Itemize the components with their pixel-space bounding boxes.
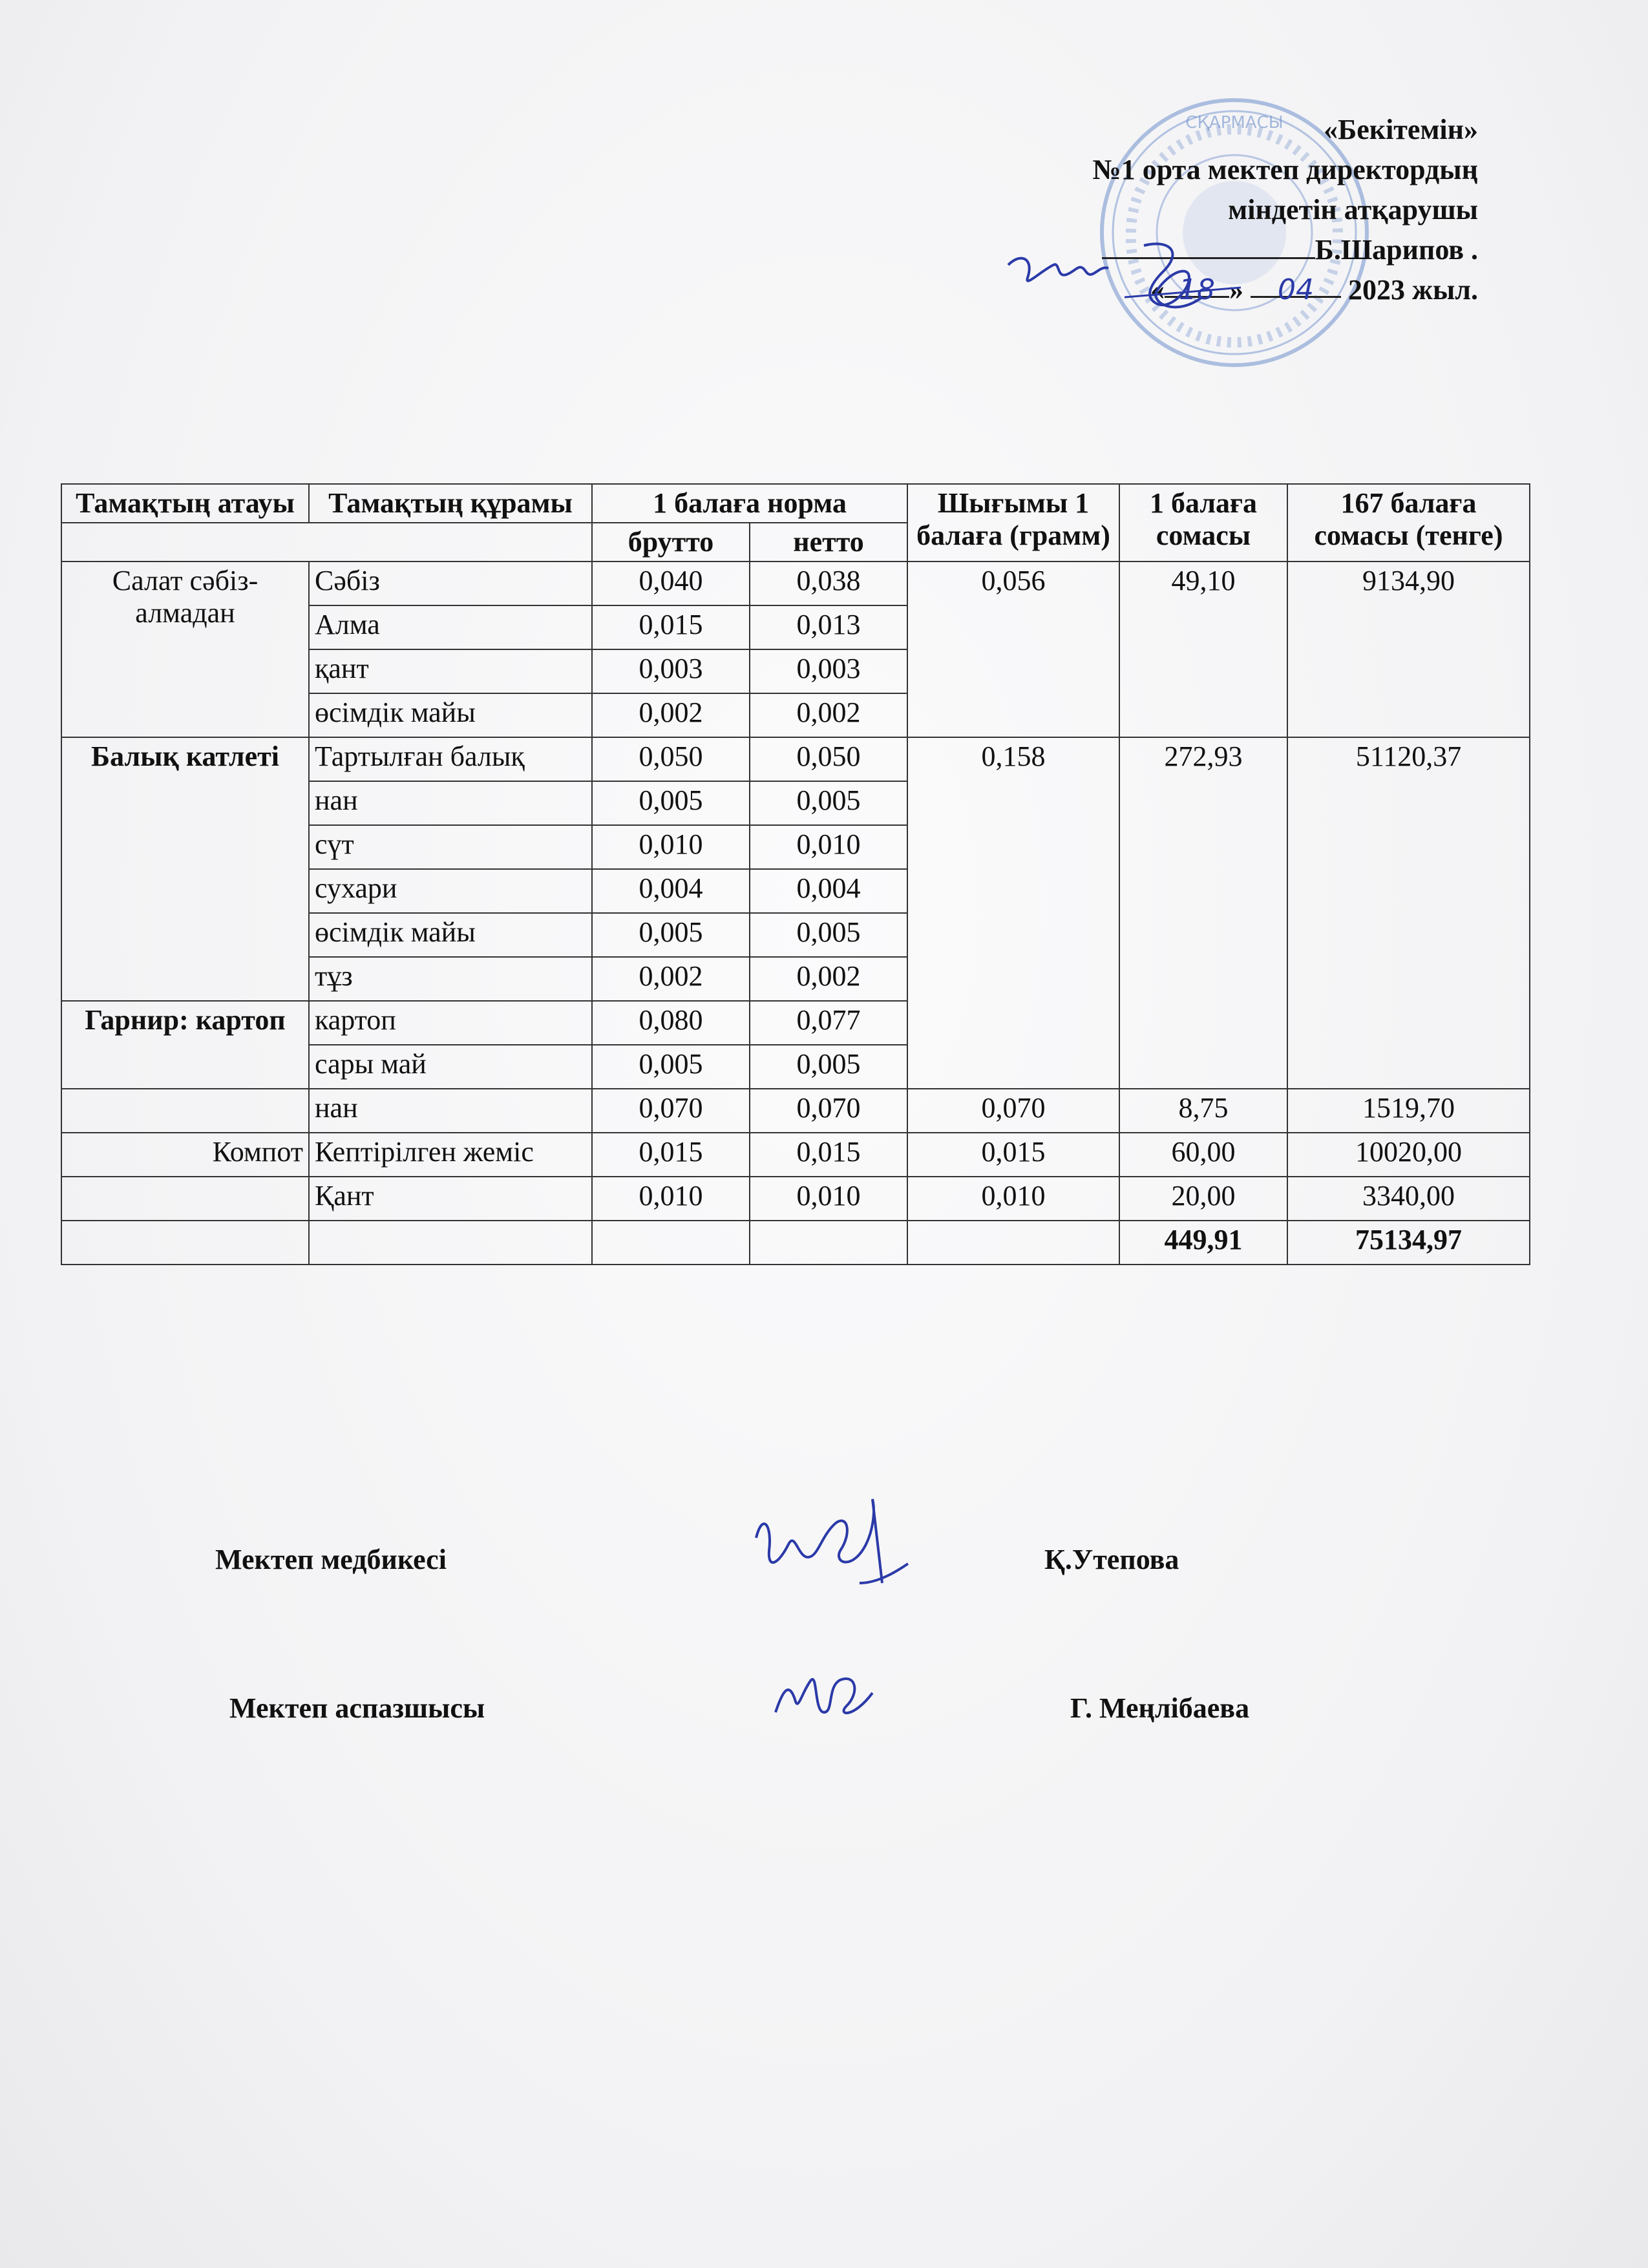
date-year: 2023 жыл. — [1348, 274, 1478, 306]
cost-one-cell: 272,93 — [1119, 737, 1287, 1089]
gross-cell: 0,003 — [592, 649, 750, 693]
header-gross: брутто — [592, 523, 750, 562]
cost-one-cell: 49,10 — [1119, 562, 1287, 737]
totals-row — [61, 1221, 1530, 1265]
cost-all-cell: 1519,70 — [1287, 1089, 1530, 1133]
ingredient-cell: Кептірілген жеміс — [309, 1133, 592, 1177]
empty-cell — [61, 1221, 309, 1265]
net-cell: 0,038 — [750, 562, 907, 605]
header-net: нетто — [750, 523, 907, 562]
net-cell: 0,002 — [750, 957, 907, 1001]
cost-all-cell: 10020,00 — [1287, 1133, 1530, 1177]
net-cell: 0,002 — [750, 693, 907, 737]
gross-cell: 0,002 — [592, 693, 750, 737]
table-row — [61, 562, 1530, 605]
date-day-handwritten: 18 — [1165, 270, 1229, 298]
gross-cell: 0,010 — [592, 825, 750, 869]
total-cost-all: 75134,97 — [1287, 1221, 1530, 1265]
gross-cell: 0,080 — [592, 1001, 750, 1045]
date-close-quote: » — [1229, 274, 1244, 306]
cost-one-cell: 20,00 — [1119, 1177, 1287, 1221]
header-dish-name: Тамақтың атауы — [61, 484, 309, 523]
dish-name-cell — [61, 1089, 309, 1133]
cost-one-cell: 60,00 — [1119, 1133, 1287, 1177]
date-open-quote: « — [1150, 274, 1165, 306]
empty-cell — [907, 1221, 1119, 1265]
menu-cost-table — [61, 483, 1530, 1265]
ingredient-cell: Алма — [309, 605, 592, 649]
cook-signature — [763, 1654, 892, 1738]
net-cell: 0,005 — [750, 913, 907, 957]
dish-name-cell — [61, 1177, 309, 1221]
output-cell: 0,010 — [907, 1177, 1119, 1221]
ingredient-cell: сухари — [309, 869, 592, 913]
net-cell: 0,005 — [750, 1045, 907, 1089]
header-cost-all: 167 балаға сомасы (тенге) — [1287, 484, 1530, 562]
dish-name-cell: Балық катлеті — [61, 737, 309, 1001]
net-cell: 0,050 — [750, 737, 907, 781]
output-cell: 0,015 — [907, 1133, 1119, 1177]
gross-cell: 0,005 — [592, 1045, 750, 1089]
net-cell: 0,070 — [750, 1089, 907, 1133]
approval-signatory-name: Б.Шарипов . — [1315, 234, 1478, 266]
dish-name-cell: Компот — [61, 1133, 309, 1177]
total-cost-one: 449,91 — [1119, 1221, 1287, 1265]
gross-cell: 0,040 — [592, 562, 750, 605]
table-row — [61, 1133, 1530, 1177]
gross-cell: 0,005 — [592, 913, 750, 957]
dish-name-cell: Гарнир: картоп — [61, 1001, 309, 1089]
date-month-handwritten: 04 — [1251, 270, 1341, 298]
approval-title: «Бекітемін» — [1324, 114, 1478, 145]
header-composition: Тамақтың құрамы — [309, 484, 592, 523]
gross-cell: 0,015 — [592, 1133, 750, 1177]
empty-cell — [309, 1221, 592, 1265]
ingredient-cell: сүт — [309, 825, 592, 869]
gross-cell: 0,015 — [592, 605, 750, 649]
ingredient-cell: нан — [309, 781, 592, 825]
output-cell: 0,158 — [907, 737, 1119, 1089]
director-signature — [995, 226, 1280, 336]
header-cost-one: 1 балаға сомасы — [1119, 484, 1287, 562]
gross-cell: 0,002 — [592, 957, 750, 1001]
output-cell: 0,056 — [907, 562, 1119, 737]
gross-cell: 0,070 — [592, 1089, 750, 1133]
table-row — [61, 737, 1530, 781]
net-cell: 0,003 — [750, 649, 907, 693]
net-cell: 0,010 — [750, 1177, 907, 1221]
gross-cell: 0,005 — [592, 781, 750, 825]
cost-one-cell: 8,75 — [1119, 1089, 1287, 1133]
ingredient-cell: Қант — [309, 1177, 592, 1221]
net-cell: 0,005 — [750, 781, 907, 825]
cook-title: Мектеп аспазшысы — [229, 1692, 485, 1724]
table-row — [61, 1177, 1530, 1221]
approval-position-line1: №1 орта мектеп директордың — [1092, 154, 1478, 185]
ingredient-cell: Тартылған балық — [309, 737, 592, 781]
net-cell: 0,015 — [750, 1133, 907, 1177]
ingredient-cell: тұз — [309, 957, 592, 1001]
header-norm: 1 балаға норма — [592, 484, 907, 523]
net-cell: 0,004 — [750, 869, 907, 913]
ingredient-cell: Сәбіз — [309, 562, 592, 605]
ingredient-cell: нан — [309, 1089, 592, 1133]
ingredient-cell: өсімдік майы — [309, 913, 592, 957]
cook-name: Г. Меңлібаева — [1070, 1692, 1250, 1724]
ingredient-cell: сары май — [309, 1045, 592, 1089]
dish-name-cell: Салат сәбіз-алмадан — [61, 562, 309, 737]
empty-cell — [592, 1221, 750, 1265]
nurse-name: Қ.Утепова — [1044, 1544, 1179, 1575]
header-spacer — [61, 523, 592, 562]
net-cell: 0,010 — [750, 825, 907, 869]
output-cell: 0,070 — [907, 1089, 1119, 1133]
cost-all-cell: 51120,37 — [1287, 737, 1530, 1089]
ingredient-cell: өсімдік майы — [309, 693, 592, 737]
nurse-signature — [743, 1486, 918, 1602]
empty-cell — [750, 1221, 907, 1265]
net-cell: 0,077 — [750, 1001, 907, 1045]
cost-all-cell: 3340,00 — [1287, 1177, 1530, 1221]
nurse-title: Мектеп медбикесі — [215, 1544, 447, 1575]
gross-cell: 0,010 — [592, 1177, 750, 1221]
stamp-text: СҚАРМАСЫ — [1185, 113, 1284, 132]
ingredient-cell: картоп — [309, 1001, 592, 1045]
gross-cell: 0,050 — [592, 737, 750, 781]
ingredient-cell: қант — [309, 649, 592, 693]
approval-position-line2: міндетін атқарушы — [1228, 194, 1478, 226]
cost-all-cell: 9134,90 — [1287, 562, 1530, 737]
net-cell: 0,013 — [750, 605, 907, 649]
header-output: Шығымы 1 балаға (грамм) — [907, 484, 1119, 562]
gross-cell: 0,004 — [592, 869, 750, 913]
table-row — [61, 1089, 1530, 1133]
